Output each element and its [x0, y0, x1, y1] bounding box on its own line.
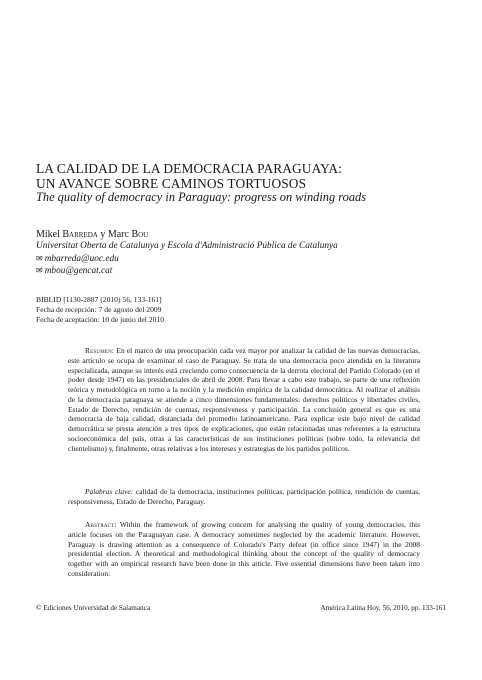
acceptance-date: Fecha de aceptación: 10 de junio del 2010 [36, 315, 164, 325]
author1-last-name: Barreda [62, 229, 98, 240]
biblid-block [36, 295, 456, 326]
author2-last-name: Bou [131, 229, 149, 240]
resumen-paragraph [68, 346, 420, 453]
resumen-text: En el marco de una preocupación cada vez mayor por analizar la calidad de las nuevas democracias, este artículo se ocupa de examinar el caso de Paraguay. Se trata de una democracia poco atendida en la literatura especializada, aunque su interés está creciendo como consecuencia de la derrota electoral del Partido Colorado (en el poder desde 1947) en las presidenciales de abril de 2008. Para llevar a cabo este trabajo, se parte de una reflexión teórica y metodológica en torno a la noción y la medición empírica de la calidad democrática. Al realizar el análisis de la democracia paraguaya se atiende a cinco dimensiones fundamentales: derechos políticos y libertades civiles, Estado de Derecho, rendición de cuentas, responsiveness y participación. La conclusión general es que es una democracia de baja calidad, distanciada del promedio latinoamericano. Para explicar este bajo nivel de calidad democrática se presta atención a tres tipos de explicaciones, que están relacionadas unas referentes a la estructura socioeconómica del país, otras a las características de sus instituciones políticas (sobre todo, la relevancia del clientelismo) y, finalmente, otras relativas a los intereses y estrategias de los partidos políticos. [68, 346, 420, 453]
title-line-2: UN AVANCE SOBRE CAMINOS TORTUOSOS [36, 176, 307, 191]
author2-email[interactable]: mbou@gencat.cat [44, 266, 113, 277]
author-connector: y [100, 229, 106, 240]
keywords-text: calidad de la democracia, instituciones políticas, participación política, rendición de cuentas, responsiveness, Estado de Derecho, Paraguay. [68, 487, 421, 506]
reception-date: Fecha de recepción: 7 de agosto del 2009 [36, 305, 162, 315]
author1-first-name: Mikel [36, 229, 60, 240]
publisher-copyright: © Ediciones Universidad de Salamanca [36, 604, 151, 612]
abstract-label: Abstract: [85, 520, 117, 529]
keywords-paragraph [68, 487, 420, 507]
article-title [36, 161, 456, 191]
envelope-icon: ✉ [36, 253, 43, 263]
author-block [36, 229, 456, 278]
envelope-icon: ✉ [36, 266, 43, 276]
english-title: The quality of democracy in Paraguay: progress on winding roads [36, 190, 367, 204]
title-line-1: LA CALIDAD DE LA DEMOCRACIA PARAGUAYA: [36, 161, 342, 176]
email-line-2 [36, 265, 456, 278]
resumen-label: Resumen: [85, 346, 115, 355]
author-affiliation: Universitat Oberta de Catalunya y Escola d'Administració Pública de Catalunya [36, 240, 338, 251]
biblid-reference: BIBLID [1130-2887 (2010) 56, 133-161] [36, 295, 162, 304]
author2-first-name: Marc [107, 229, 129, 240]
email-line-1 [36, 253, 456, 266]
journal-citation: América Latina Hoy, 56, 2010, pp. 133-161 [320, 604, 446, 612]
author1-email[interactable]: mbarreda@uoc.edu [44, 253, 119, 264]
abstract-paragraph [68, 520, 420, 579]
keywords-label: Palabras clave: [85, 487, 134, 496]
abstract-text: Within the framework of growing concern for analysing the quality of young democracies, this article focuses on the Paraguayan case. A democracy sometimes neglected by the academic literature. However, Paraguay is drawing attention as a consequence of Colorado's Party defeat (in office since 1947) in the 2008 presidential election. A theoretical and methodological thinking about the concept of the quality of democracy together with an empirical research have been done in this article. Five essential dimensions have been taken into consideration: [68, 520, 420, 578]
author-names [36, 229, 456, 241]
